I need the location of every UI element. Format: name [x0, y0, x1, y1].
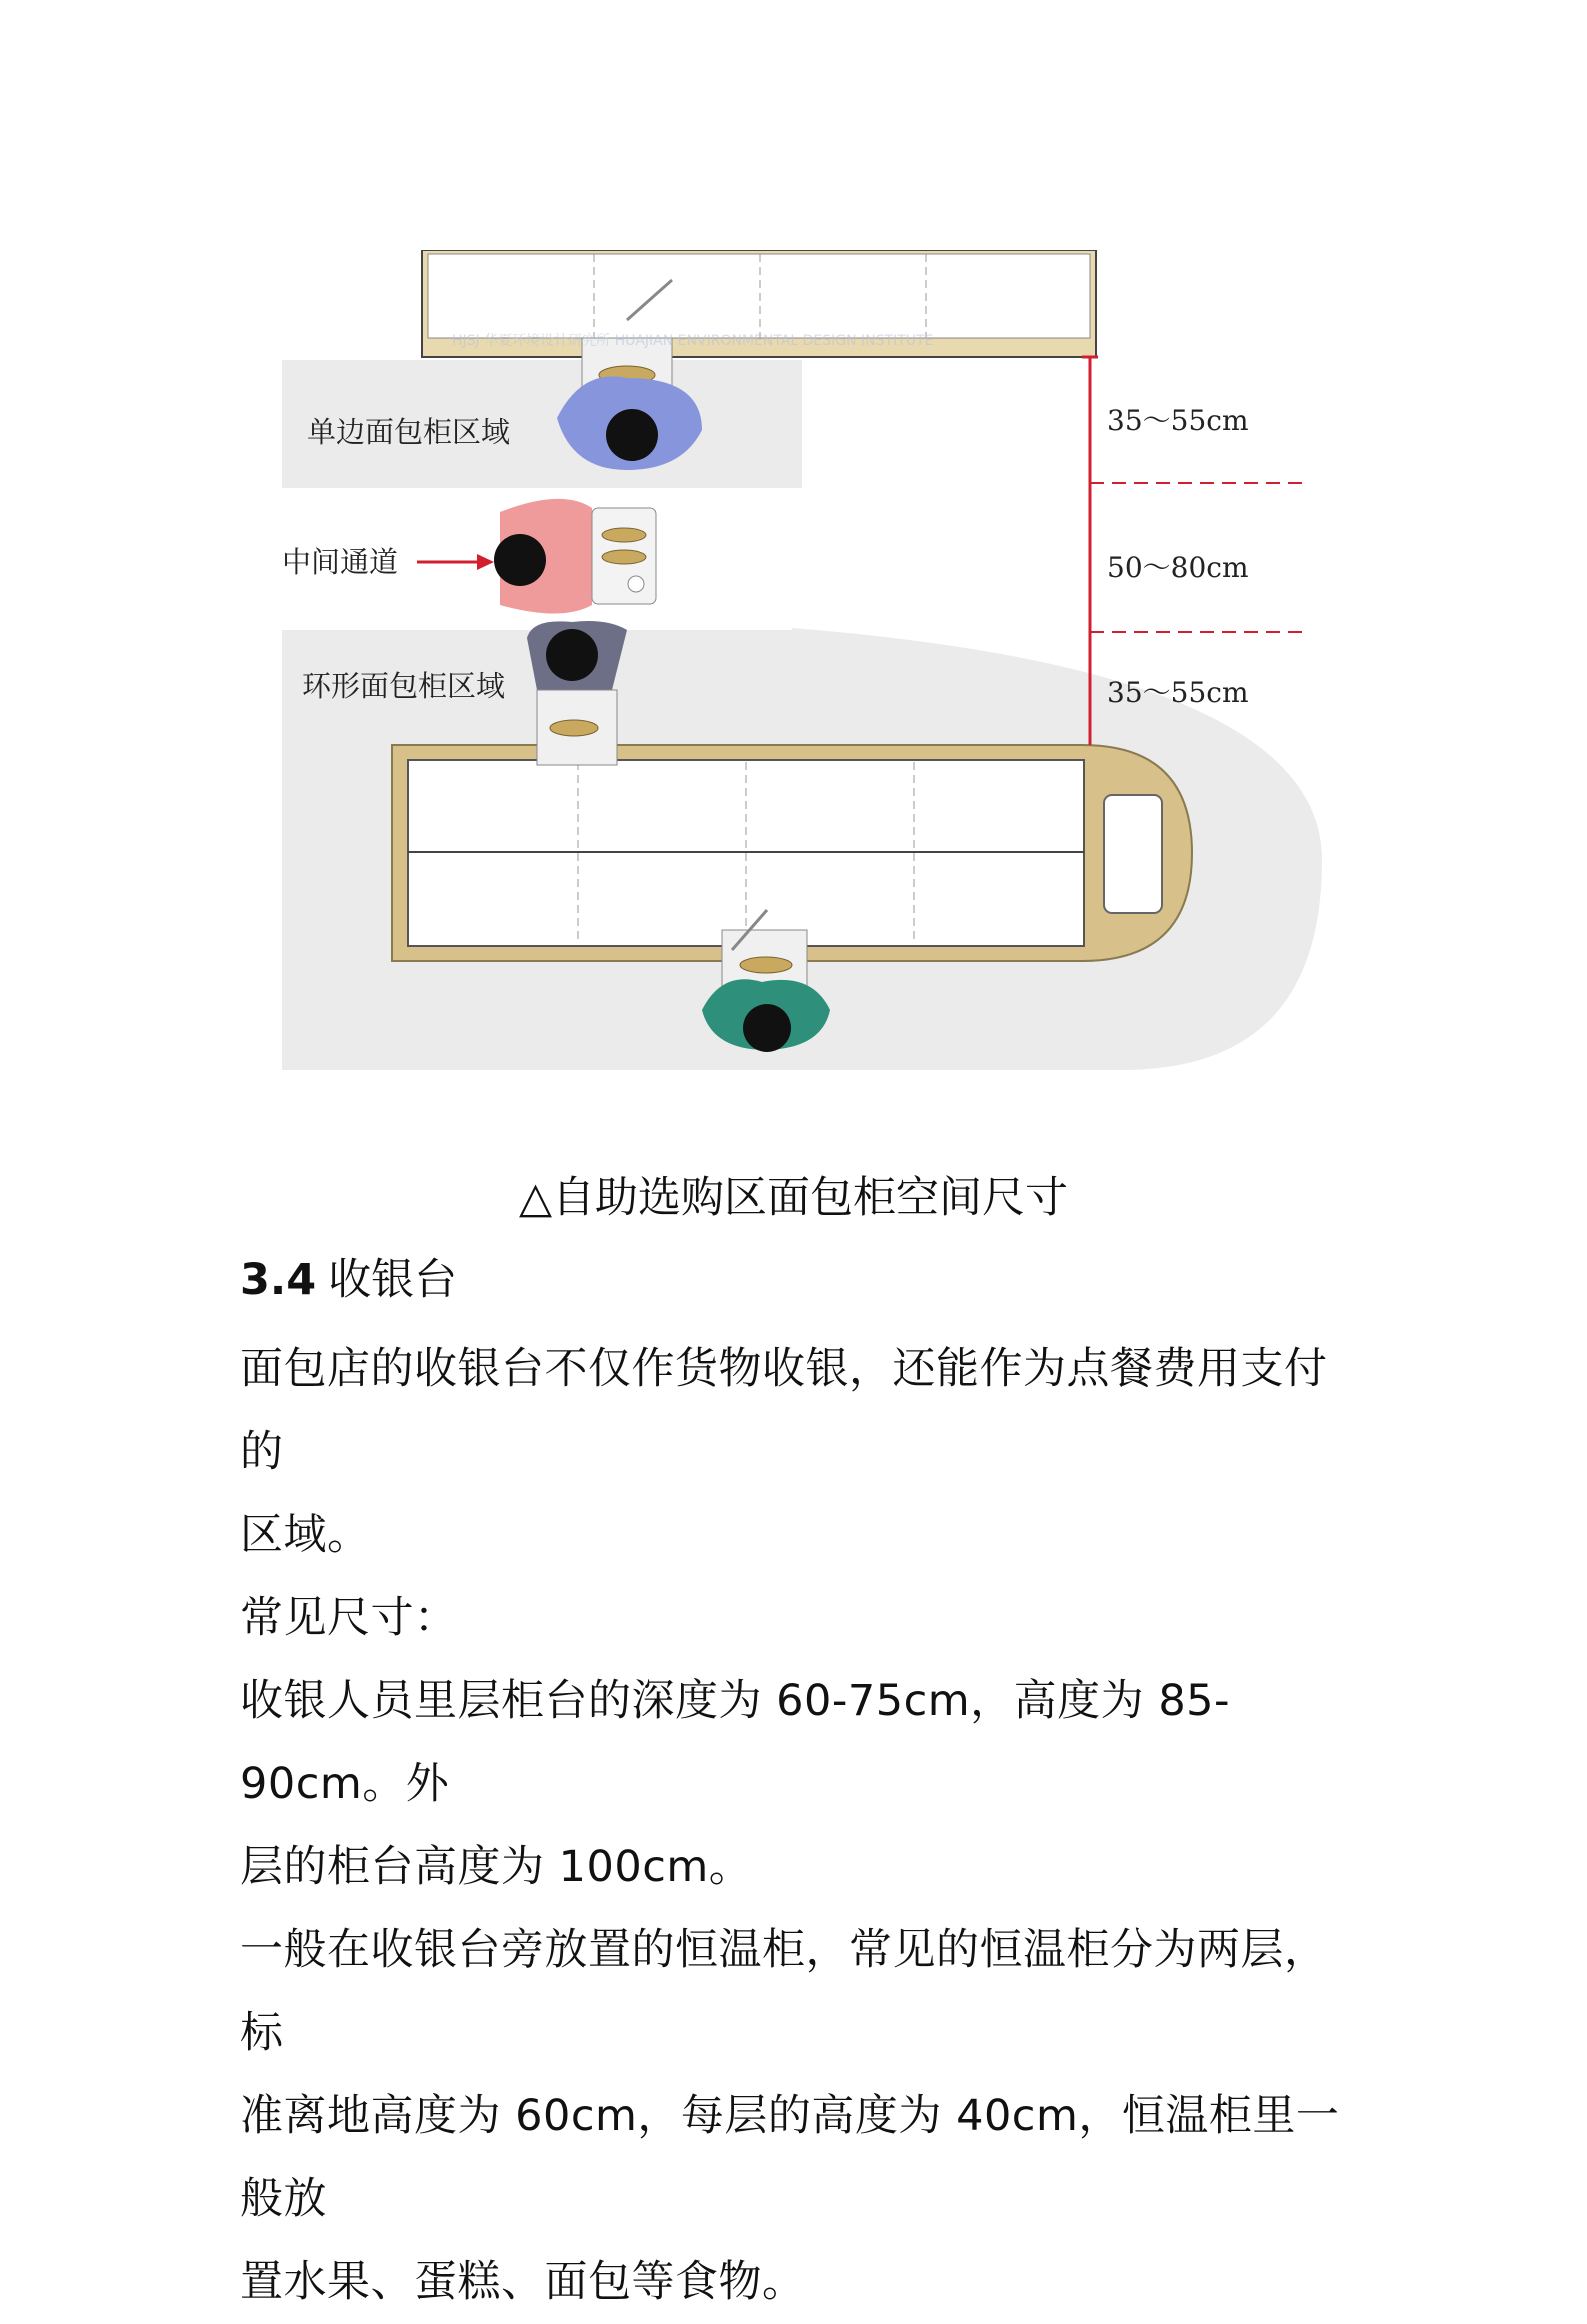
section-number: 3.4: [240, 1255, 317, 1305]
section-heading: [240, 1245, 457, 1315]
figure-caption: △自助选购区面包柜空间尺寸: [518, 1173, 1069, 1223]
paragraph-line: 收银人员里层柜台的深度为 60-75cm，高度为 85-90cm。外: [240, 1676, 1231, 1809]
paragraph-line: 层的柜台高度为 100cm。: [240, 1842, 753, 1892]
customer-gray-figure: [527, 621, 627, 765]
dim-label-bottom: 35～55cm: [1107, 676, 1249, 709]
section-title: 收银台: [328, 1255, 458, 1305]
paragraph-line: 置水果、蛋糕、面包等食物。: [240, 2257, 806, 2307]
watermark-text: HJSJ 华夏环境设计研究所 HUAJIAN ENVIRONMENTAL DESIGN INSTITUTE: [452, 333, 934, 349]
bakery-cabinet-layout-diagram: [282, 250, 1342, 1080]
dim-label-top: 35～55cm: [1107, 404, 1249, 437]
paragraph-line: 一般在收银台旁放置的恒温柜，常见的恒温柜分为两层，标: [240, 1925, 1328, 2058]
customer-pink-figure: [494, 499, 656, 614]
paragraph-line: 常见尺寸：: [240, 1593, 458, 1643]
label-single-side-zone: 单边面包柜区域: [307, 415, 511, 449]
label-ring-zone: 环形面包柜区域: [302, 669, 506, 703]
paragraph-line: 面包店的收银台不仅作货物收银，还能作为点餐费用支付的: [240, 1344, 1328, 1477]
label-middle-aisle: 中间通道: [282, 545, 399, 579]
aisle-arrow-icon: [417, 554, 494, 570]
paragraph-line: 准离地高度为 60cm，每层的高度为 40cm，恒温柜里一般放: [240, 2091, 1340, 2224]
ring-cabinet: [392, 745, 1192, 961]
paragraph-line: 区域。: [240, 1510, 371, 1560]
body-text: [240, 1328, 1360, 2324]
dim-label-middle: 50～80cm: [1107, 551, 1249, 584]
